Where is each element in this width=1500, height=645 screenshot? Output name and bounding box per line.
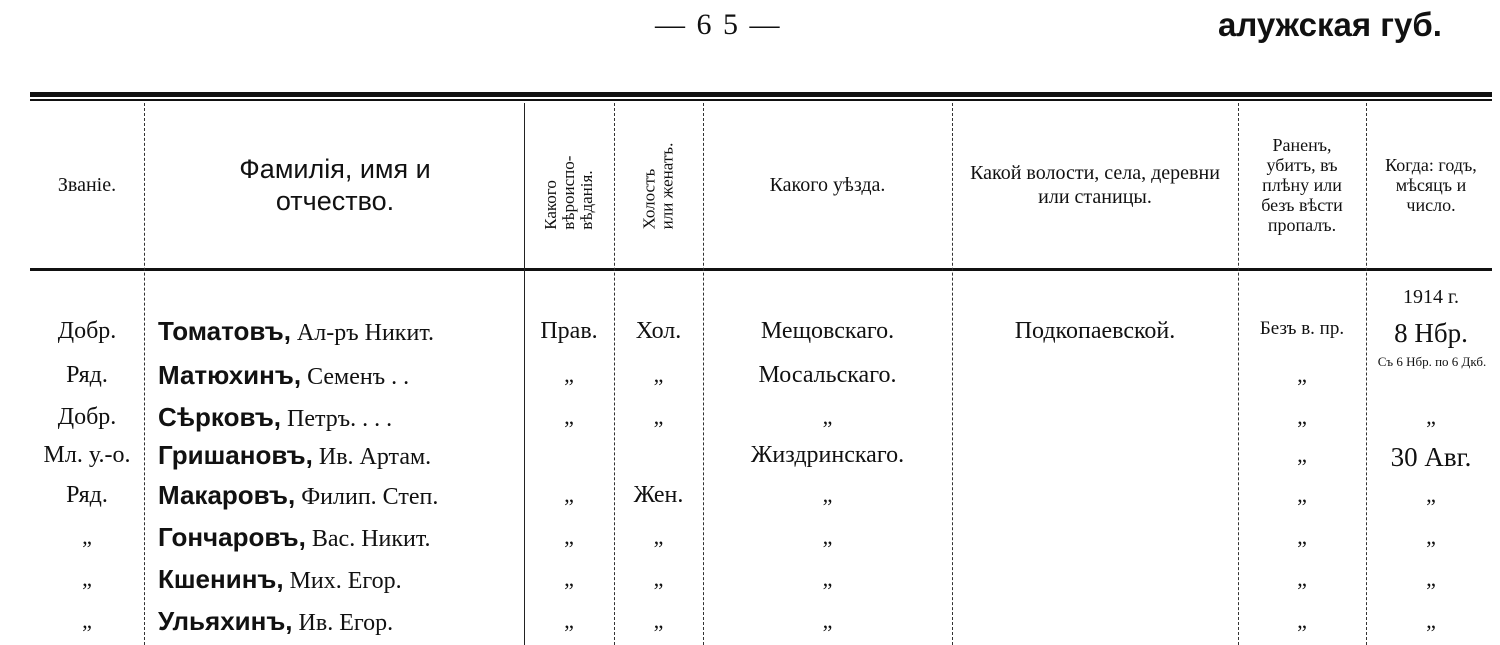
- header-name: Фамилія, имя и отчество.: [239, 153, 431, 216]
- running-head: алужская губ.: [1218, 6, 1442, 43]
- cell-date: 8 Нбр.: [1394, 318, 1468, 348]
- cell-date: „: [1426, 482, 1436, 507]
- cell-district: „: [822, 566, 833, 591]
- cell-surname: Томатовъ,: [158, 316, 291, 346]
- cell-surname: Сѣрковъ,: [158, 402, 281, 432]
- cell-status: „: [1297, 482, 1307, 507]
- cell-status: „: [1297, 442, 1307, 467]
- cell-rank: „: [82, 566, 92, 591]
- cell-status: „: [1297, 608, 1307, 633]
- header-date: Когда: годъ, мѣсяцъ и число.: [1385, 154, 1477, 216]
- cell-name: [158, 480, 438, 511]
- cell-name: [158, 316, 434, 347]
- date-year-note: 1914 г.: [1403, 286, 1459, 308]
- cell-district: Мосальскаго.: [758, 362, 897, 388]
- cell-religion: „: [564, 608, 574, 633]
- column-divider: [952, 103, 953, 645]
- header-volost: Какой волости, села, деревни или станицы.: [970, 162, 1220, 208]
- cell-surname: Матюхинъ,: [158, 360, 302, 390]
- cell-rank: Добр.: [57, 404, 117, 430]
- header-rule: [30, 268, 1492, 271]
- cell-name: [158, 360, 409, 391]
- cell-status: „: [1297, 566, 1307, 591]
- cell-name: [158, 522, 431, 553]
- cell-given-name: Петръ. . . .: [281, 406, 393, 432]
- cell-date: „: [1426, 608, 1436, 633]
- cell-rank: Добр.: [57, 318, 117, 344]
- cell-rank: „: [82, 608, 92, 633]
- cell-religion: „: [564, 404, 574, 429]
- cell-given-name: Ив. Егор.: [292, 610, 394, 636]
- cell-given-name: Филип. Степ.: [295, 484, 439, 510]
- cell-name: [158, 402, 392, 433]
- cell-religion: „: [564, 524, 574, 549]
- cell-given-name: Вас. Никит.: [305, 526, 431, 552]
- cell-date: „: [1426, 404, 1436, 429]
- page-number: — 6 5 —: [655, 8, 782, 41]
- cell-district: Мещовскаго.: [760, 318, 895, 344]
- column-divider: [144, 103, 145, 645]
- date-period-note: Съ 6 Нбр. по 6 Дкб.: [1377, 354, 1487, 369]
- cell-date: „: [1426, 566, 1436, 591]
- cell-religion: „: [564, 482, 574, 507]
- cell-status: Безъ в. пр.: [1259, 318, 1345, 339]
- cell-district: „: [822, 524, 833, 549]
- cell-given-name: Ив. Артам.: [312, 444, 432, 470]
- header-status: Раненъ, убитъ, въ плѣну или безъ вѣсти пропалъ.: [1261, 134, 1343, 236]
- header-rank: Званіе.: [57, 174, 117, 196]
- cell-marital: „: [653, 362, 664, 387]
- cell-volost: Подкопаевской.: [1014, 318, 1176, 344]
- cell-district: „: [822, 482, 833, 507]
- cell-district: „: [822, 608, 833, 633]
- cell-rank: Мл. у.-о.: [43, 442, 131, 468]
- cell-given-name: Ал-ръ Никит.: [290, 320, 434, 346]
- cell-surname: Макаровъ,: [158, 480, 296, 510]
- cell-marital: „: [653, 404, 664, 429]
- cell-surname: Кшенинъ,: [158, 564, 284, 594]
- cell-district: Жиздринскаго.: [750, 442, 905, 468]
- cell-religion: „: [564, 362, 574, 387]
- cell-surname: Гончаровъ,: [158, 522, 306, 552]
- cell-district: „: [822, 404, 833, 429]
- cell-status: „: [1297, 404, 1307, 429]
- cell-marital: Хол.: [635, 318, 682, 344]
- cell-marital: „: [653, 608, 664, 633]
- cell-name: [158, 564, 402, 595]
- cell-marital: Жен.: [633, 482, 684, 508]
- cell-rank: Ряд.: [66, 482, 108, 508]
- header-religion-cell: [524, 104, 614, 266]
- cell-rank: „: [82, 524, 92, 549]
- top-rule-thin: [30, 99, 1492, 101]
- top-rule: [30, 92, 1492, 97]
- cell-religion: Прав.: [540, 318, 598, 344]
- cell-status: „: [1297, 524, 1307, 549]
- cell-marital: „: [653, 524, 664, 549]
- cell-date: „: [1426, 524, 1436, 549]
- cell-date: 30 Авг.: [1390, 442, 1472, 472]
- cell-religion: „: [564, 566, 574, 591]
- cell-given-name: Семенъ . .: [301, 364, 410, 390]
- cell-marital: „: [653, 566, 664, 591]
- header-religion: Какого вѣроиспо-вѣданія.: [541, 155, 596, 230]
- cell-surname: Гришановъ,: [158, 440, 313, 470]
- cell-rank: Ряд.: [66, 362, 108, 388]
- cell-status: „: [1297, 362, 1307, 387]
- header-marital: Холостъ или женатъ.: [639, 142, 677, 230]
- cell-name: [158, 606, 393, 637]
- header-marital-cell: [614, 104, 703, 266]
- cell-surname: Ульяхинъ,: [158, 606, 293, 636]
- cell-given-name: Мих. Егор.: [283, 568, 402, 594]
- cell-name: [158, 440, 431, 471]
- header-district: Какого уѣзда.: [769, 174, 886, 196]
